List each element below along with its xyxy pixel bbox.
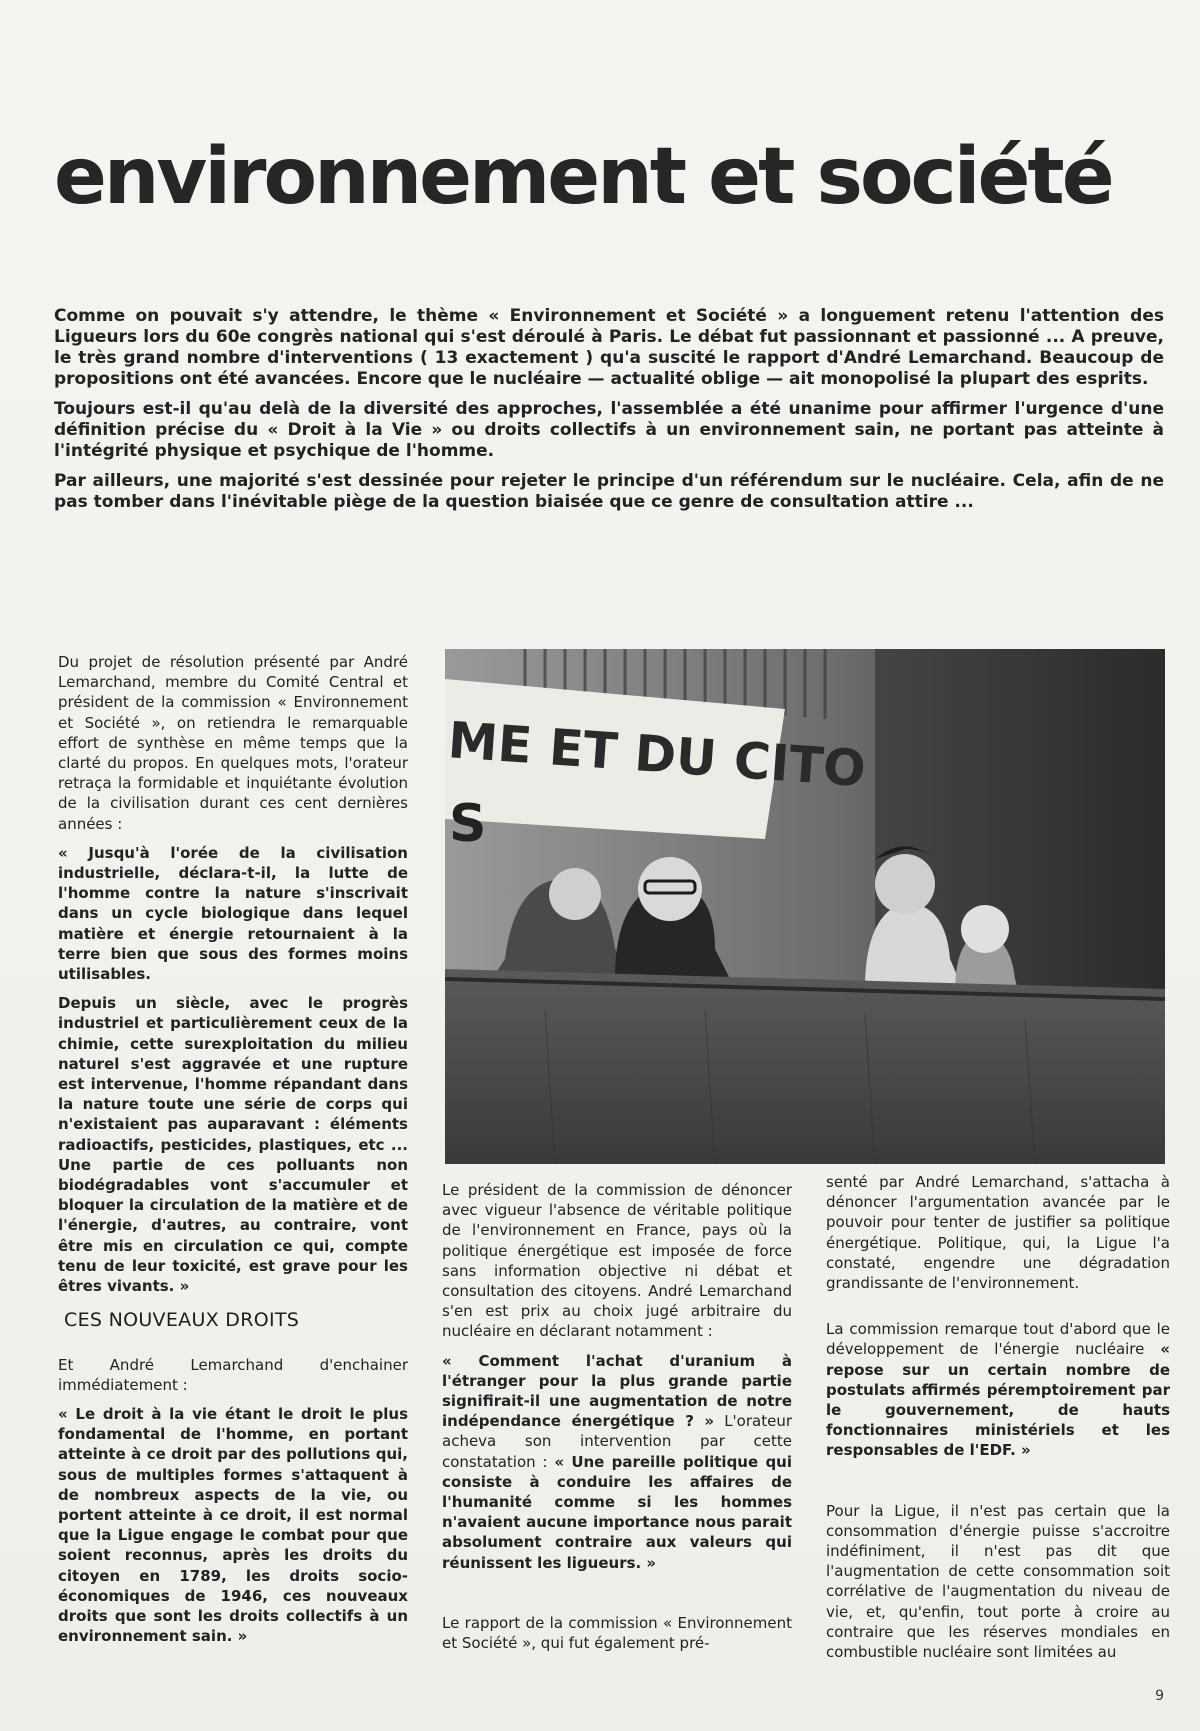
intro-paragraph-2: Toujours est-il qu'au delà de la diversité des approches, l'assemblée a été unanime pour affirmer l'urgence d'une définition précise du « Droit à la Vie » ou droits collectifs à un environnement sain, ne portant pas atteinte à l'intégrité physique et psychique de l'homme. [54,399,1164,461]
col2-paragraph-2 [442,1351,792,1573]
col3-quote: « repose sur un certain nombre de postulats affirmés péremptoirement par le gouvernement, de hauts fonctionnaires ministériels et les responsables de l'EDF. » [826,1340,1170,1460]
col1-quote-3: « Le droit à la vie étant le droit le plus fondamental de l'homme, en portant atteinte à ce droit par des pollutions qui, sous de multiples formes s'attaquent à de nombreux aspects de la vie, ou portent atteinte à ce droit, il est normal que la Ligue engage le combat pour que soient reconnus, après les droits du citoyen en 1789, les droits socio-économiques de 1946, ces nouveaux droits que sont les droits collectifs à un environnement sain. » [58,1404,408,1646]
photo-illustration [445,649,1165,1164]
col1-quote-1: « Jusqu'à l'orée de la civilisation industrielle, déclara-t-il, la lutte de l'homme contre la nature s'inscrivait dans un cycle biologique dans lequel matière et énergie retournaient à la terre bien que sous des formes moins utilisables. [58,843,408,984]
col1-quote-2: Depuis un siècle, avec le progrès industriel et particulièrement ceux de la chimie, cette surexploitation du milieu naturel s'est aggravée et une rupture est intervenue, l'homme répandant dans la nature toute une série de corps qui n'existaient pas auparavant : éléments radioactifs, pesticides, plastiques, etc ... Une partie de ces polluants non biodégradables vont s'accumuler et bloquer la circulation de la matière et de l'énergie, d'autres, au contraire, vont être mis en circulation ce qui, compte tenu de leur toxicité, est grave pour les êtres vivants. » [58,994,408,1296]
col3-paragraph-3: Pour la Ligue, il n'est pas certain que la consommation d'énergie puisse s'accroitre indéfiniment, il n'est pas dit que l'augmentation de cette consommation soit corrélative de l'augmentation du niveau de vie, et, qu'enfin, tout porte à croire au contraire que les réserves mondiales en combustible nucléaire sont limitées au [826,1501,1170,1662]
banner-text: ME ET DU CITO [446,711,868,799]
col2-quote-2: « Une pareille politique qui consiste à conduire les affaires de l'humanité comme si les hommes n'avaient aucune importance nous parait absolument contraire aux valeurs qui réunissent les ligueurs. » [442,1452,792,1572]
col3-paragraph-1: senté par André Lemarchand, s'attacha à dénoncer l'argumentation avancée par le pouvoir pour tenter de justifier sa politique énergétique. Politique, qui, la Ligue l'a constaté, engendre une dégradation grandissante de l'environnement. [826,1173,1170,1293]
col2-paragraph-1: Le président de la commission de dénoncer avec vigueur l'absence de véritable politique de l'environnement en France, pays où la politique énergétique est imposée de force sans information objective ni débat et consultation des citoyens. André Lemarchand s'en est prix au choix jugé arbitraire du nucléaire en déclarant notamment : [442,1181,792,1341]
col2-quote-1: « Comment l'achat d'uranium à l'étranger pour la plus grande partie signifirait-il une augmentation de notre indépendance énergétique ? » [442,1351,792,1431]
intro-paragraph-1: Comme on pouvait s'y attendre, le thème « Environnement et Société » a longuement retenu l'attention des Ligueurs lors du 60e congrès national qui s'est déroulé à Paris. Le débat fut passionnant et passionné ... A preuve, le très grand nombre d'interventions ( 13 exactement ) qu'a suscité le rapport d'André Lemarchand. Beaucoup de propositions ont été avancées. Encore que le nucléaire — actualité oblige — ait monopolisé la plupart des esprits. [54,306,1164,389]
section-heading: CES NOUVEAUX DROITS [64,1309,300,1332]
congress-photo [445,649,1165,1164]
col2-text-mid: L'orateur acheva son intervention par cette constatation : [442,1412,792,1471]
col1-paragraph-4: Et André Lemarchand d'enchainer immédiatement : [58,1355,408,1394]
col1-paragraph-1: Du projet de résolution présenté par André Lemarchand, membre du Comité Central et président de la commission « Environnement et Société », on retiendra le remarquable effort de synthèse en même temps que la clarté du propos. En quelques mots, l'orateur retraça la formidable et inquiétante évolution de la civilisation durant ces cent dernières années : [58,653,408,833]
intro-paragraph-3: Par ailleurs, une majorité s'est dessinée pour rejeter le principe d'un référendum sur le nucléaire. Cela, afin de ne pas tomber dans l'inévitable piège de la question biaisée que ce genre de consultation attire ... [54,471,1164,512]
column-3 [826,1172,1170,1671]
banner-letter: S [449,794,487,854]
col3-paragraph-2 [826,1319,1170,1460]
col2-paragraph-3: Le rapport de la commission « Environnement et Société », qui fut également pré- [442,1613,792,1653]
column-2 [442,1180,792,1662]
column-1 [58,652,408,1655]
page-number: 9 [1155,1688,1164,1704]
intro-block [54,306,1164,522]
col3-text-a: La commission remarque tout d'abord que le développement de l'énergie nucléaire [826,1320,1170,1359]
page-title: environnement et société [54,132,1112,222]
